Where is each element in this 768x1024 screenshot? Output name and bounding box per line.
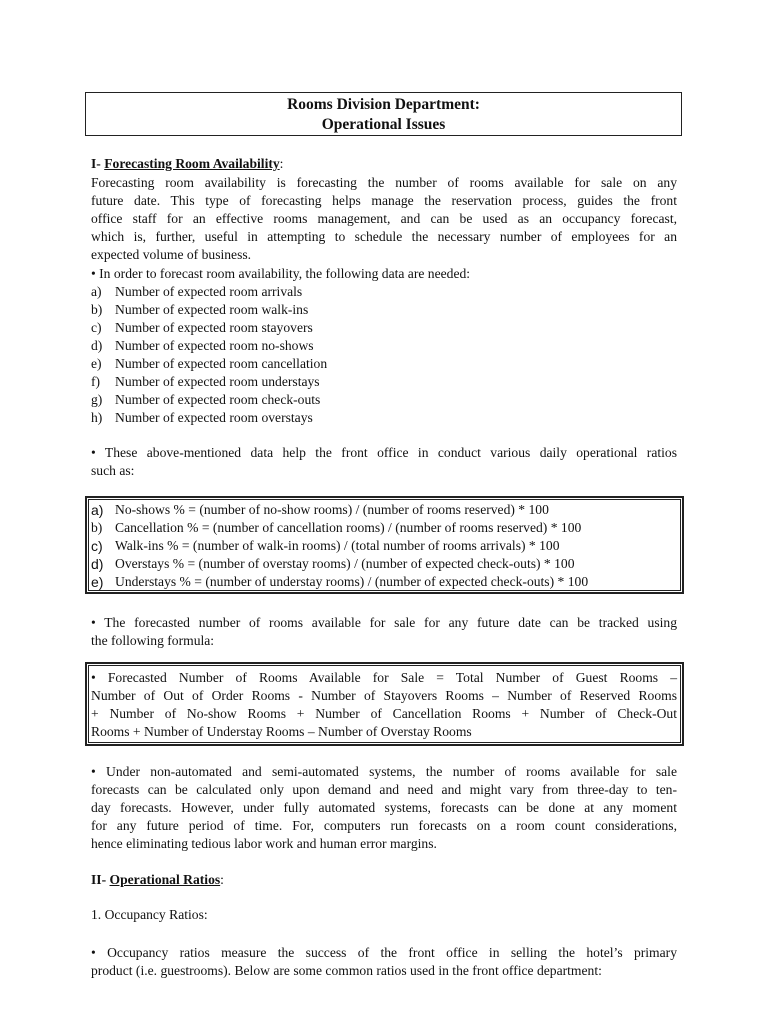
forecasting-paragraph: Forecasting room availability is forecasting the number of rooms available for sale on any future date. This type of forecasting helps manage the reservation process, guides the front office staff for an effective rooms management, and can be used as an occupancy forecast, which is, further, useful in attempting to schedule the necessary number of employees for an expected volume of business. [91,175,677,262]
section-1-heading: I- Forecasting Room Availability: [91,156,284,171]
title-box [85,92,682,136]
document-page: Rooms Division Department: Operational Issues I- Forecasting Room Availability: Forecasting room availability is forecasting the number of rooms available for sale on any future date. This type of forecasting helps manage the reservation process, guides the front office staff for an effective rooms management, and can be used as an occupancy forecast, which is, further, useful in attempting to schedule the necessary number of employees for an expected volume of business. • In order to forecast room availability, the following data are needed: a) Number of expected room arrivals b) Number of expected room walk-ins c) Number of expected room stayovers d) Number of expected room no-shows e) Number of expected room cancellation f) Number of expected room understays g) Number of expected room check-outs h) Number of expected room overstays • These above-mentioned data help the front office in conduct various daily operational ratios such as: a) No-shows % = (number of no-show rooms) / (number of rooms reserved) * 100 b) Cancellation % = (number of cancellation rooms) / (number of rooms reserved) * 100 c) Walk-ins % = (number of walk-in rooms) / (total number of rooms arrivals) * 100 d) Overstays % = (number of overstay rooms) / (number of expected check-outs) * 100 e) Understays % = (number of understay rooms) / (number of expected check-outs) * 100 • The forecasted number of rooms available for sale for any future date can be tracked using the following formula: • Forecasted Number of Rooms Available for Sale = Total Number of Guest Rooms – Number of Out of Order Rooms - Number of Stayovers Rooms – Number of Reserved Rooms + Number of No-show Rooms + Number of Cancellation Rooms + Number of Check-Out Rooms + Number of Understay Rooms – Number of Overstay Rooms • Under non-automated and semi-automated systems, the number of rooms available for sale forecasts can be calculated only upon demand and need and might vary from three-day to ten- day forecasts. However, under fully automated systems, forecasts can be done at any moment for any future period of time. For, computers run forecasts on a room count considerations, hence eliminating tedious labor work and human error margins. II- Operational Ratios: 1. Occupancy Ratios: • Occupancy ratios measure the success of the front office in selling the hotel’s primary product (i.e. guestrooms). Below are some common ratios used in the front office department: [0,0,768,1024]
title-line-2: Operational Issues [321,116,446,133]
section-1-heading-text: Forecasting Room Availability [104,156,280,171]
formula-text: • Forecasted Number of Rooms Available for Sale = Total Number of Guest Rooms – Number of Out of Order Rooms - Number of Stayovers Rooms – Number of Reserved Rooms + Number of No-show Rooms + Number of Cancellation Rooms + Number of Check-Out Rooms + Number of Understay Rooms – Number of Overstay Rooms [91,670,677,739]
ratios-intro: • These above-mentioned data help the front office in conduct various daily operational ratios such as: [91,445,677,478]
occupancy-ratios-subheading: 1. Occupancy Ratios: [91,907,208,922]
occupancy-paragraph: • Occupancy ratios measure the success of the front office in selling the hotel’s primary product (i.e. guestrooms). Below are some common ratios used in the front office department: [91,945,677,978]
data-needed-intro: • In order to forecast room availability, the following data are needed: [91,266,471,281]
title-line-1: Rooms Division Department: [287,96,480,113]
section-2-heading-text: Operational Ratios [109,872,221,887]
automation-paragraph: • Under non-automated and semi-automated systems, the number of rooms available for sale forecasts can be calculated only upon demand and need and might vary from three-day to ten- day forecasts. However, under fully automated systems, forecasts can be done at any moment for any future period of time. For, computers run forecasts on a room count considerations, hence eliminating tedious labor work and human error margins. [91,764,677,851]
section-2-heading: II- Operational Ratios: [91,872,224,887]
formula-intro: • The forecasted number of rooms available for sale for any future date can be tracked using the following formula: [91,615,677,648]
